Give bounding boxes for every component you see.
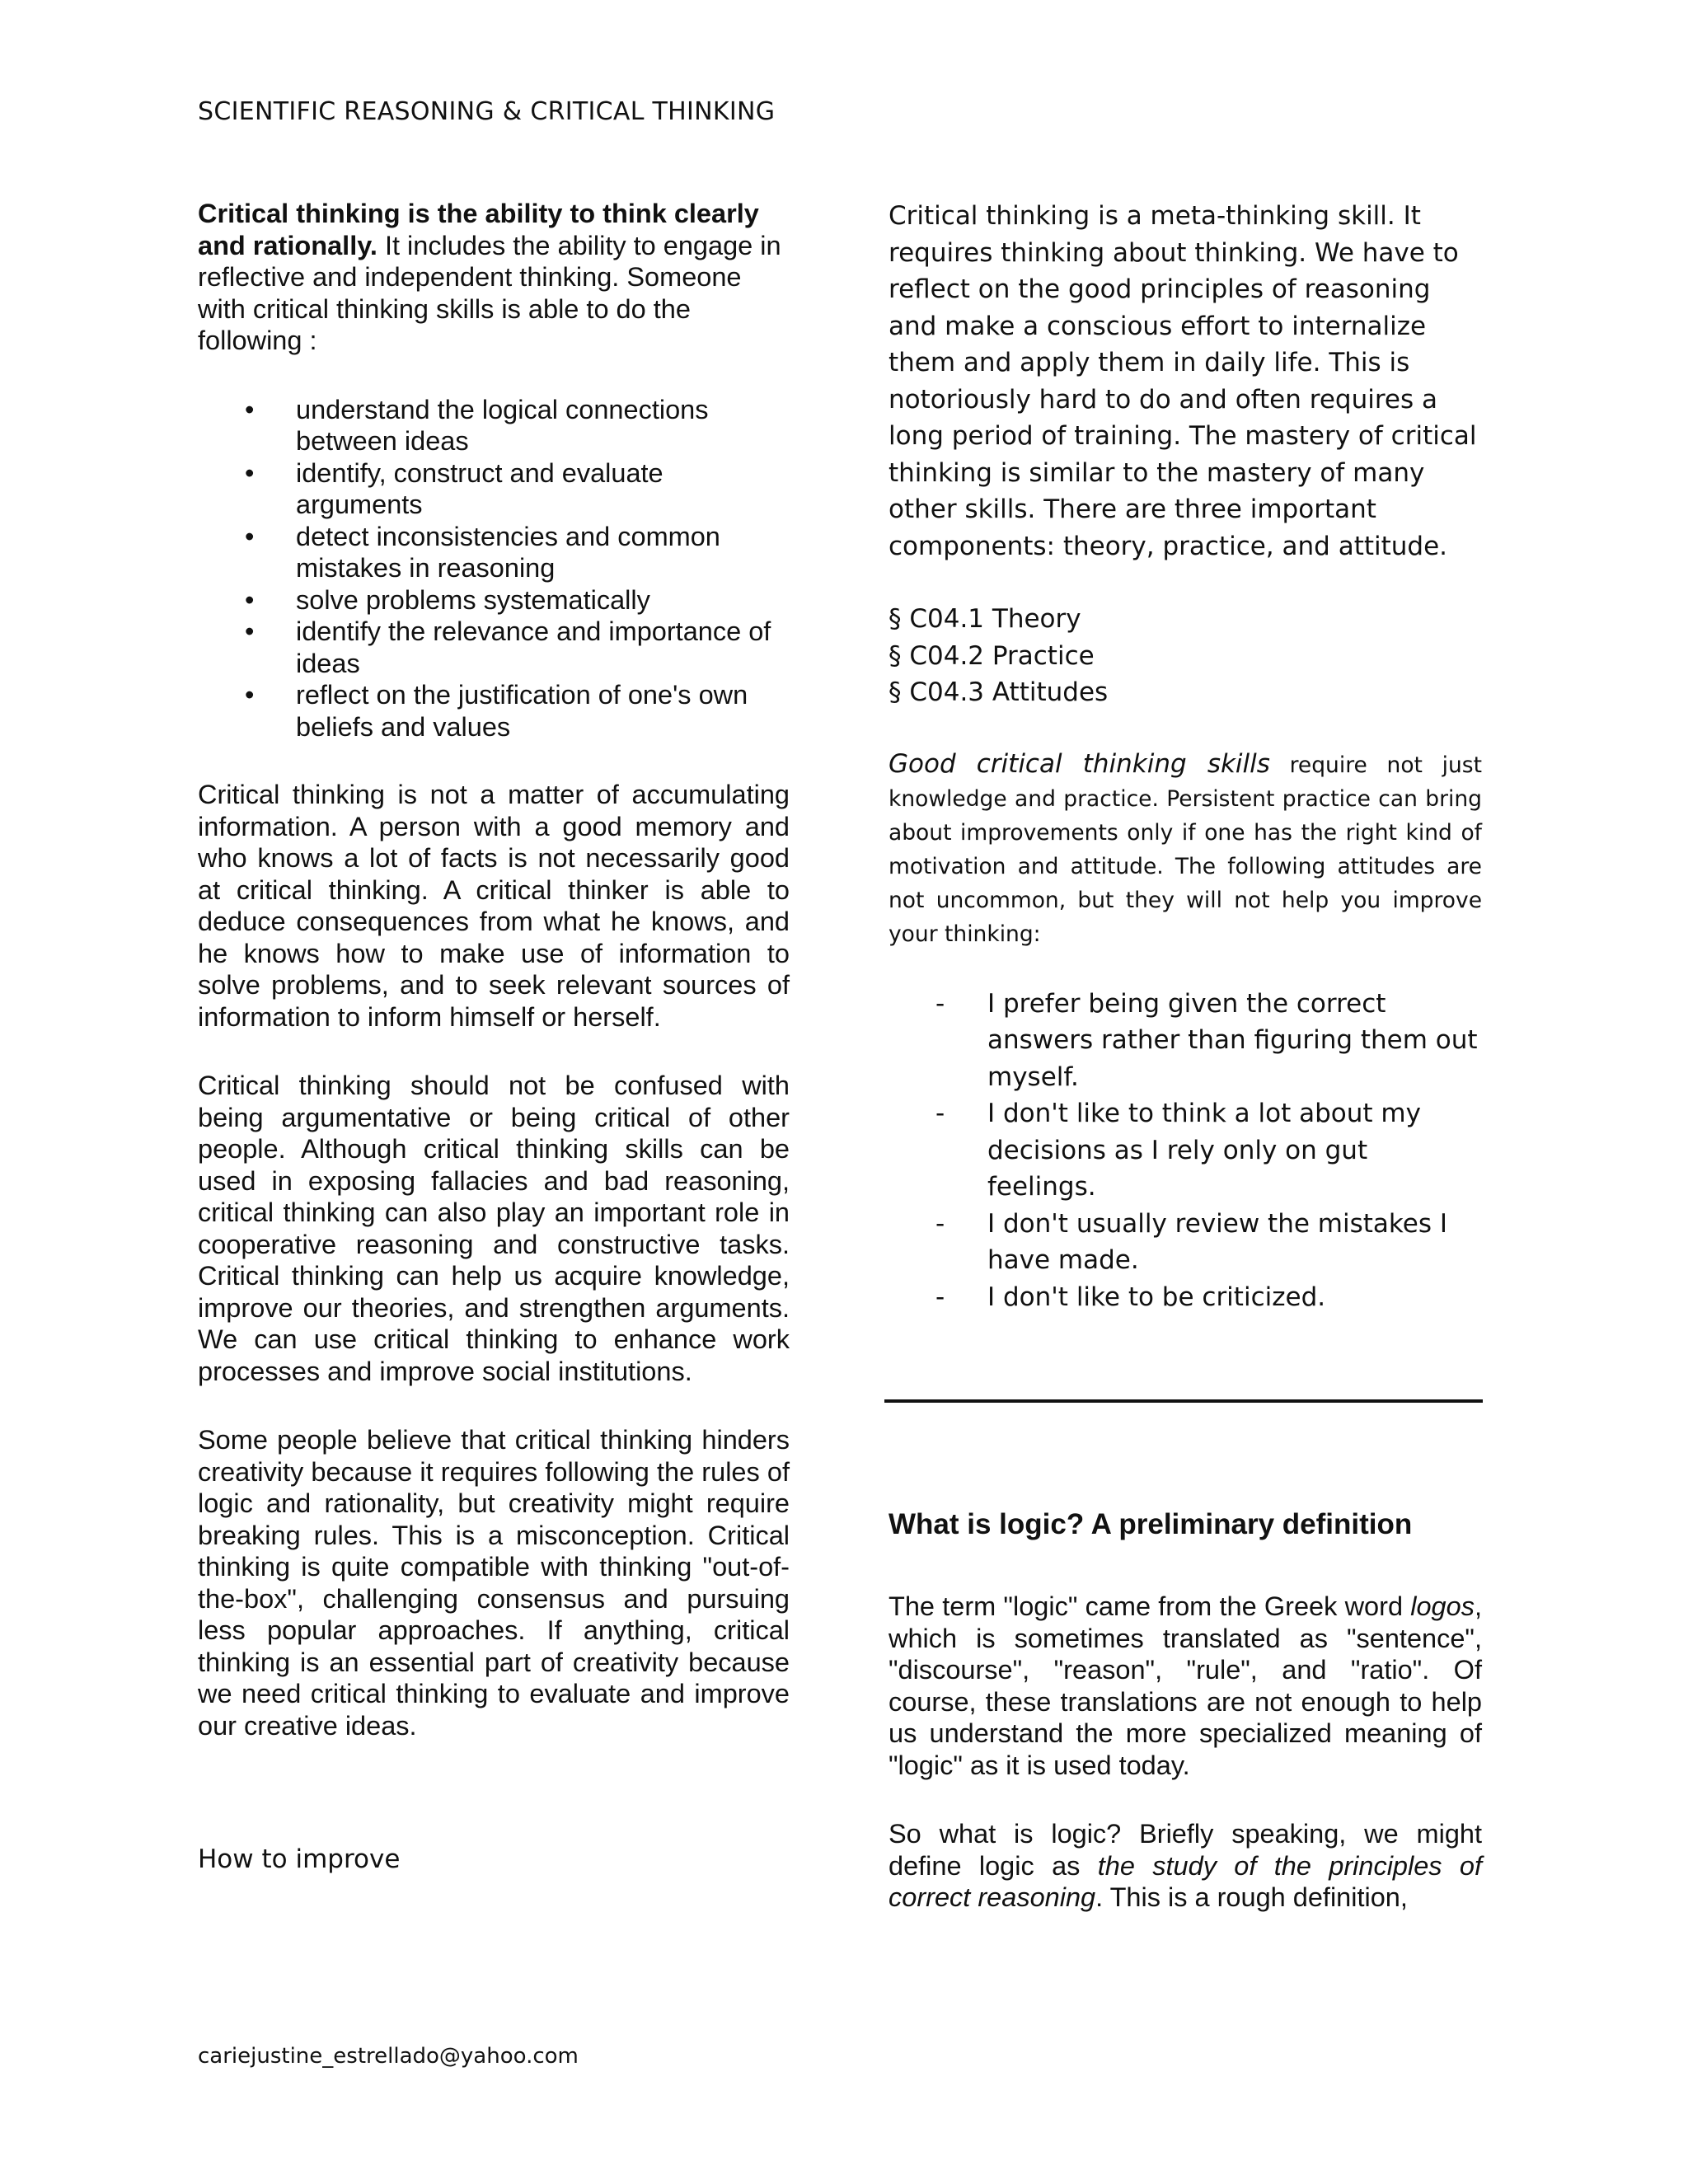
bullet-icon: • <box>245 521 255 551</box>
section-link-theory: § C04.1 Theory <box>889 604 1081 634</box>
section-references <box>889 601 1482 711</box>
running-header: SCIENTIFIC REASONING & CRITICAL THINKING <box>198 97 776 126</box>
footer-email: cariejustine_estrellado@yahoo.com <box>198 2044 579 2069</box>
dash-icon: - <box>935 1208 945 1239</box>
logic-section <box>889 1508 1482 1951</box>
list-item: • solve problems systematically <box>245 584 650 615</box>
list-item: - I don't like to be criticized. <box>889 1279 1482 1316</box>
paragraph-creativity: Some people believe that critical thinking hinders creativity because it requires following the rules of logic and rationality, but creativity might require breaking rules. This is a misconception. Critical thinking is quite compatible with thinking "out-of-the-box", challenging consensus and pursuing less popular approaches. If anything, critical thinking is an essential part of creativity because we need critical thinking to evaluate and improve our creative ideas. <box>198 1425 790 1741</box>
attitudes-rest: require not just knowledge and practice. Persistent practice can bring about improvements only if one has the right kind of motivation and attitude. The following attitudes are not uncommon, but they will not help you improve your thinking: <box>889 752 1482 947</box>
paragraph-accumulating-information: Critical thinking is not a matter of accumulating information. A person with a good memory and who knows a lot of facts is not necessarily good at critical thinking. A critical thinker is able to deduce consequences from what he knows, and he knows how to make use of information to solve problems, and to seek relevant sources of information to inform himself or herself. <box>198 780 790 1032</box>
dash-icon: - <box>935 1282 945 1312</box>
logic-paragraph-1: The term "logic" came from the Greek word logos, which is sometimes translated as "sentence", "discourse", "reason", "rule", and "ratio". Of course, these translations are not enough to help us understand the more specialized meaning of "logic" as it is used today. <box>889 1591 1482 1780</box>
horizontal-divider <box>884 1399 1483 1403</box>
list-item: • identify, construct and evaluate arguments <box>245 457 663 519</box>
right-column <box>889 198 1482 1315</box>
logic-paragraph-2: So what is logic? Briefly speaking, we might define logic as the study of the principles of correct reasoning. This is a rough definition, <box>889 1819 1482 1912</box>
intro-bold-sentence: Critical thinking is the ability to think clearly and rationally. <box>198 199 759 260</box>
attitudes-paragraph <box>889 748 1482 951</box>
bullet-icon: • <box>245 680 255 710</box>
bullet-icon: • <box>245 616 255 646</box>
intro-rest: It includes the ability to engage in reflective and independent thinking. Someone with critical thinking skills is able to do the following : <box>198 230 781 355</box>
bullet-icon: • <box>245 584 255 615</box>
list-item: • reflect on the justification of one's own beliefs and values <box>245 680 748 742</box>
bullet-icon: • <box>245 457 255 488</box>
meta-thinking-paragraph: Critical thinking is a meta-thinking skill. It requires thinking about thinking. We have to reflect on the good principles of reasoning and make a conscious effort to internalize them and apply them in daily life. This is notoriously hard to do and often requires a long period of training. The mastery of critical thinking is similar to the mastery of many other skills. There are three important components: theory, practice, and attitude. <box>889 201 1477 561</box>
list-item: • identify the relevance and importance of ideas <box>245 616 771 678</box>
attitudes-list <box>889 986 1482 1316</box>
left-column <box>198 198 790 1779</box>
skills-list <box>198 394 790 743</box>
list-item: - I don't usually review the mistakes I have made. <box>889 1206 1482 1279</box>
section-link-attitudes: § C04.3 Attitudes <box>889 677 1109 707</box>
section-heading: What is logic? A preliminary definition <box>889 1508 1413 1540</box>
list-item: - I don't like to think a lot about my decisions as I rely only on gut feelings. <box>889 1095 1482 1206</box>
dash-icon: - <box>935 1099 945 1128</box>
how-to-improve-label: How to improve <box>198 1844 401 1874</box>
list-item: - I prefer being given the correct answers rather than figuring them out myself. <box>889 986 1482 1096</box>
list-item: • detect inconsistencies and common mistakes in reasoning <box>245 521 720 583</box>
bullet-icon: • <box>245 394 255 424</box>
paragraph-not-argumentative: Critical thinking should not be confused with being argumentative or being critical of other people. Although critical thinking skills can be used in exposing fallacies and bad reasoning, critical thinking can also play an important role in cooperative reasoning and constructive tasks. Critical thinking can help us acquire knowledge, improve our theories, and strengthen arguments. We can use critical thinking to enhance work processes and improve social institutions. <box>198 1071 790 1386</box>
dash-icon: - <box>935 988 945 1019</box>
section-link-practice: § C04.2 Practice <box>889 640 1095 671</box>
intro-paragraph <box>198 198 790 357</box>
attitudes-lead: Good critical thinking skills <box>889 748 1270 779</box>
list-item: • understand the logical connections between ideas <box>245 394 709 456</box>
